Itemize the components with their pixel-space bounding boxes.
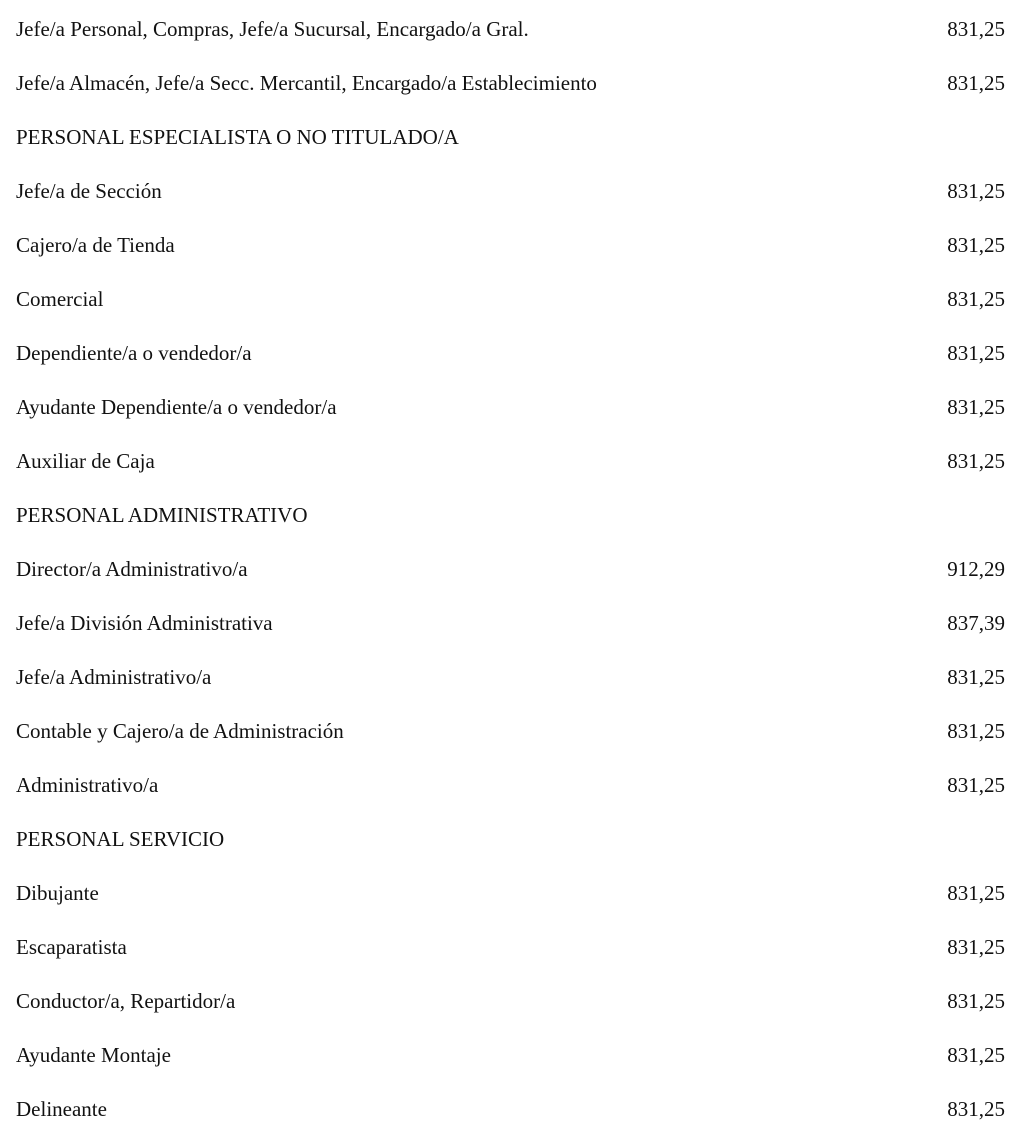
table-row [16, 704, 1005, 758]
row-value: 831,25 [947, 287, 1005, 311]
table-row [16, 1028, 1005, 1082]
row-label: Jefe/a de Sección [16, 179, 162, 203]
table-row [16, 2, 1005, 56]
row-label: Conductor/a, Repartidor/a [16, 989, 236, 1013]
table-row [16, 542, 1005, 596]
row-value: 831,25 [947, 665, 1005, 689]
row-value: 912,29 [947, 557, 1005, 581]
table-row [16, 758, 1005, 812]
row-value: 831,25 [947, 773, 1005, 797]
row-value: 831,25 [947, 395, 1005, 419]
table-row [16, 434, 1005, 488]
row-value: 831,25 [947, 1097, 1005, 1121]
section-heading-label: PERSONAL SERVICIO [16, 827, 225, 851]
table-row [16, 974, 1005, 1028]
table-row [16, 218, 1005, 272]
row-value: 831,25 [947, 179, 1005, 203]
section-heading [16, 110, 1005, 164]
row-value: 831,25 [947, 341, 1005, 365]
table-row [16, 164, 1005, 218]
row-label: Auxiliar de Caja [16, 449, 155, 473]
row-value: 831,25 [947, 719, 1005, 743]
row-label: Ayudante Dependiente/a o vendedor/a [16, 395, 337, 419]
row-label: Cajero/a de Tienda [16, 233, 175, 257]
row-label: Jefe/a Administrativo/a [16, 665, 212, 689]
row-value: 831,25 [947, 17, 1005, 41]
table-row [16, 56, 1005, 110]
row-label: Dibujante [16, 881, 99, 905]
section-heading-label: PERSONAL ESPECIALISTA O NO TITULADO/A [16, 125, 459, 149]
row-value: 837,39 [947, 611, 1005, 635]
table-row [16, 920, 1005, 974]
section-heading [16, 488, 1005, 542]
table-row [16, 596, 1005, 650]
row-value: 831,25 [947, 449, 1005, 473]
row-value: 831,25 [947, 71, 1005, 95]
row-label: Escaparatista [16, 935, 127, 959]
section-heading [16, 812, 1005, 866]
row-value: 831,25 [947, 989, 1005, 1013]
section-heading-label: PERSONAL ADMINISTRATIVO [16, 503, 308, 527]
row-label: Jefe/a Almacén, Jefe/a Secc. Mercantil, Encargado/a Establecimiento [16, 71, 597, 95]
table-row [16, 1082, 1005, 1136]
row-value: 831,25 [947, 935, 1005, 959]
row-label: Dependiente/a o vendedor/a [16, 341, 252, 365]
row-label: Director/a Administrativo/a [16, 557, 248, 581]
row-value: 831,25 [947, 881, 1005, 905]
salary-table [16, 2, 1005, 1136]
table-row [16, 380, 1005, 434]
table-row [16, 866, 1005, 920]
row-label: Ayudante Montaje [16, 1043, 171, 1067]
table-row [16, 650, 1005, 704]
row-label: Jefe/a Personal, Compras, Jefe/a Sucursal, Encargado/a Gral. [16, 17, 529, 41]
row-label: Comercial [16, 287, 104, 311]
row-value: 831,25 [947, 233, 1005, 257]
row-label: Contable y Cajero/a de Administración [16, 719, 344, 743]
table-row [16, 326, 1005, 380]
row-value: 831,25 [947, 1043, 1005, 1067]
row-label: Delineante [16, 1097, 107, 1121]
table-row [16, 272, 1005, 326]
row-label: Administrativo/a [16, 773, 159, 797]
row-label: Jefe/a División Administrativa [16, 611, 273, 635]
